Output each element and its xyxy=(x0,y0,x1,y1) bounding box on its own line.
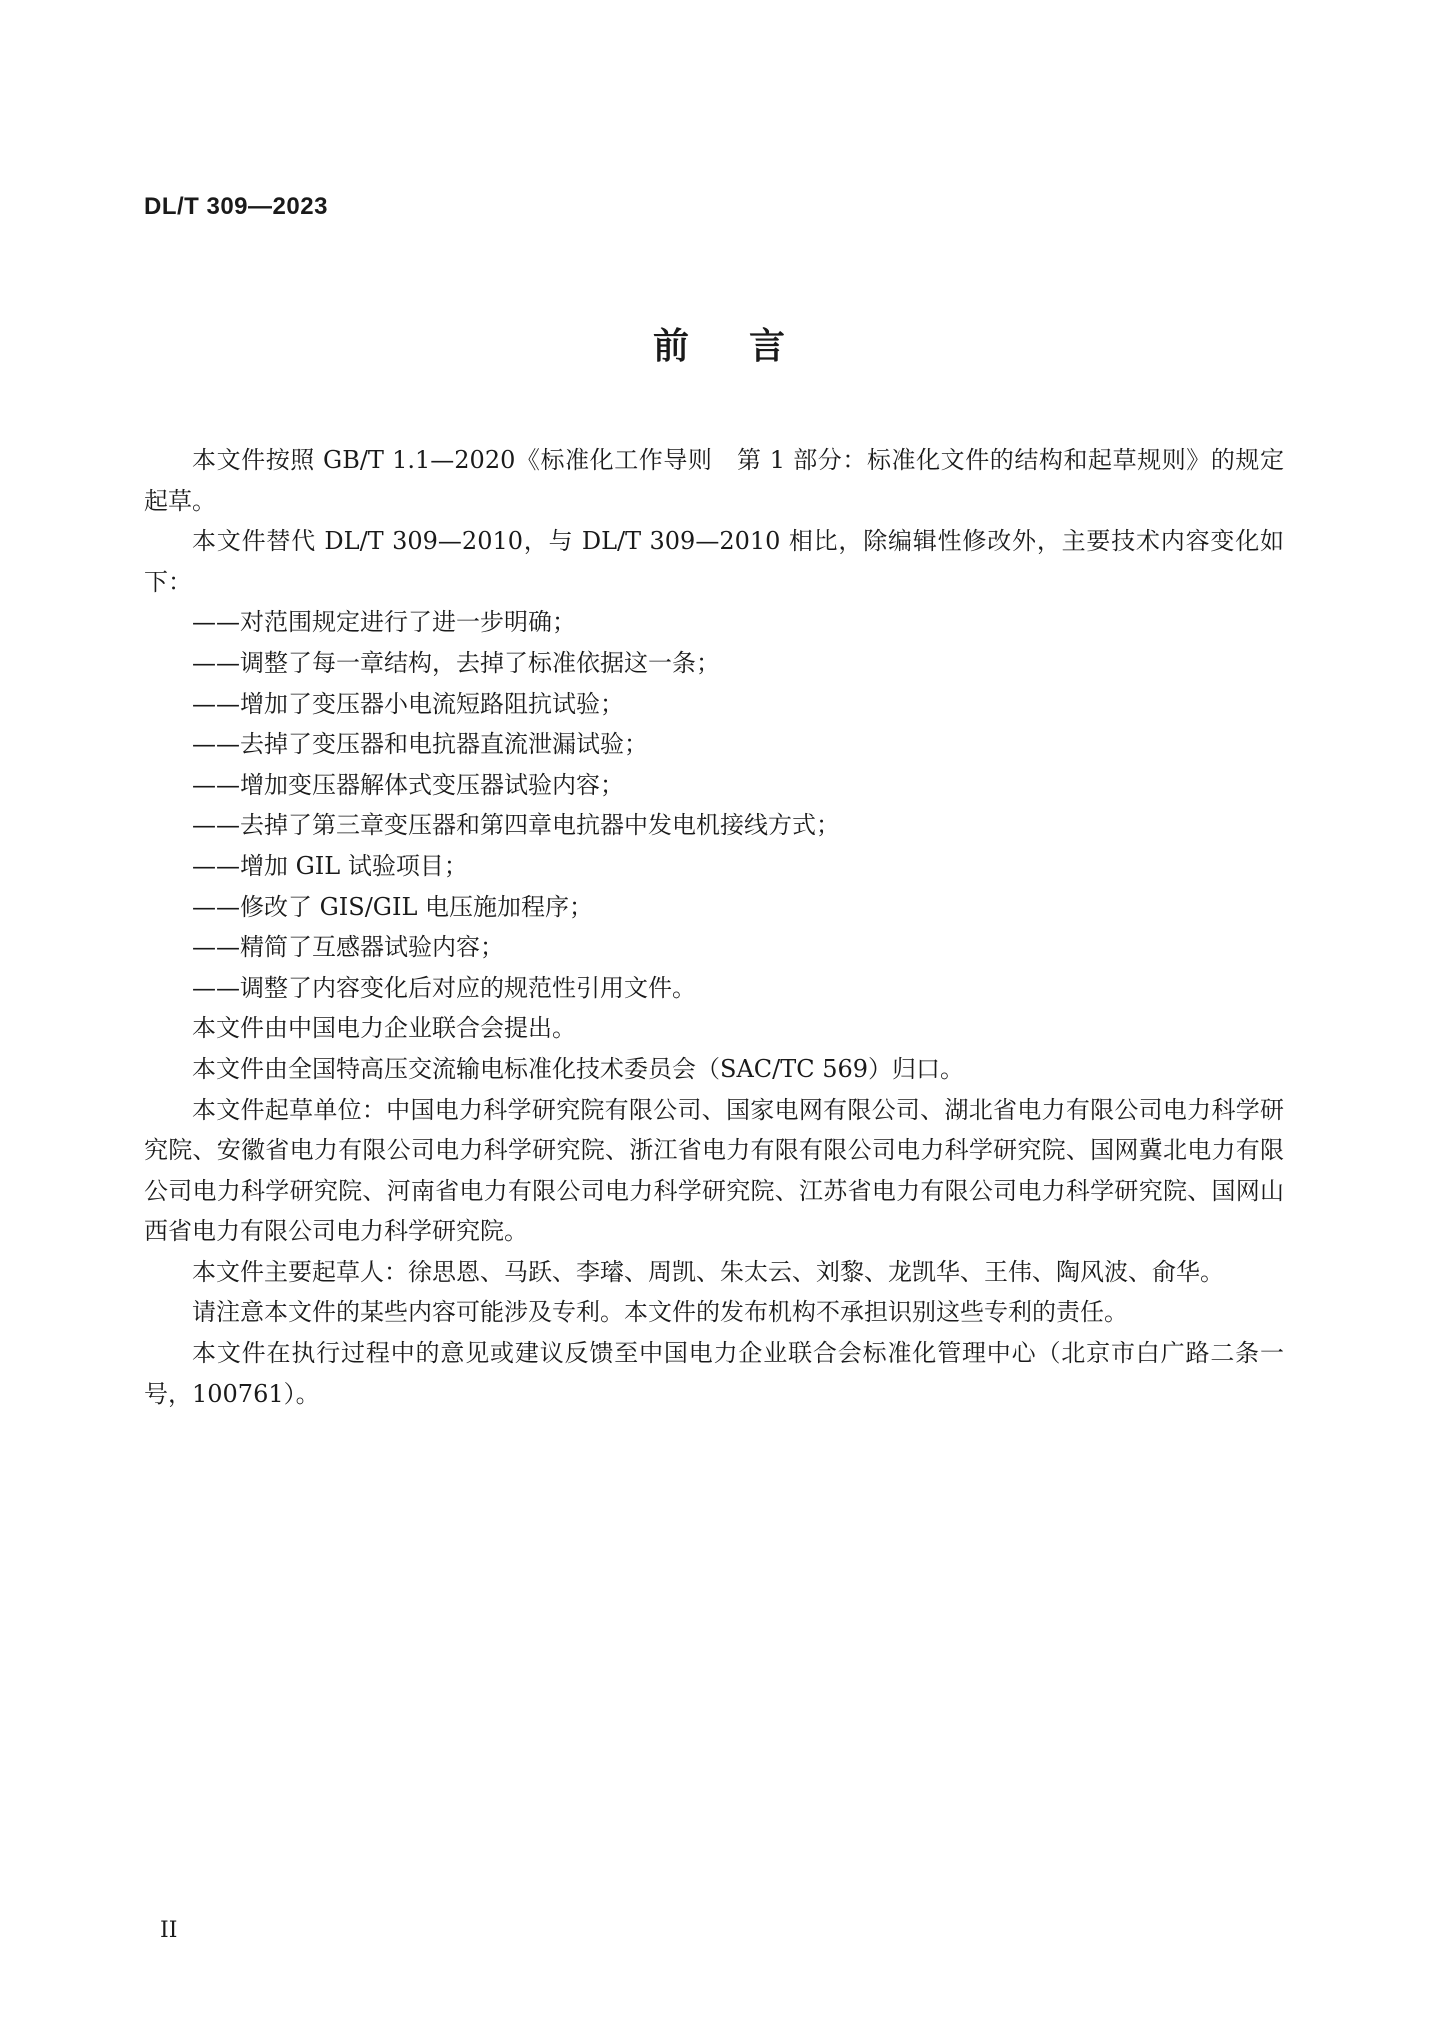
document-body xyxy=(144,440,1284,1414)
list-item: ——对范围规定进行了进一步明确； xyxy=(192,608,576,637)
paragraph-feedback: 本文件在执行过程中的意见或建议反馈至中国电力企业联合会标准化管理中心（北京市白广路二条一号，100761）。 xyxy=(144,1339,1284,1408)
paragraph-committee: 本文件由全国特高压交流输电标准化技术委员会（SAC/TC 569）归口。 xyxy=(192,1054,965,1083)
list-item: ——精简了互感器试验内容； xyxy=(192,933,504,962)
paragraph-replacement: 本文件替代 DL/T 309—2010，与 DL/T 309—2010 相比，除编辑性修改外，主要技术内容变化如下： xyxy=(144,527,1284,596)
paragraph-drafting-units: 本文件起草单位：中国电力科学研究院有限公司、国家电网有限公司、湖北省电力有限公司电力科学研究院、安徽省电力有限公司电力科学研究院、浙江省电力有限有限公司电力科学研究院、国网冀北电力有限公司电力科学研究院、河南省电力有限公司电力科学研究院、江苏省电力有限公司电力科学研究院、国网山西省电力有限公司电力科学研究院。 xyxy=(144,1095,1284,1246)
list-item: ——增加变压器解体式变压器试验内容； xyxy=(192,770,624,799)
list-item: ——增加 GIL 试验项目； xyxy=(192,851,468,880)
document-code: DL/T 309—2023 xyxy=(144,193,328,220)
page-title: 前言 xyxy=(652,326,845,367)
list-item: ——调整了内容变化后对应的规范性引用文件。 xyxy=(192,973,696,1002)
changes-list xyxy=(144,602,1284,1008)
page-number: II xyxy=(160,1918,178,1943)
list-item: ——调整了每一章结构，去掉了标准依据这一条； xyxy=(192,648,720,677)
paragraph-drafters: 本文件主要起草人：徐思恩、马跃、李璿、周凯、朱太云、刘黎、龙凯华、王伟、陶风波、俞华。 xyxy=(192,1257,1224,1286)
list-item: ——增加了变压器小电流短路阻抗试验； xyxy=(192,689,624,718)
list-item: ——去掉了第三章变压器和第四章电抗器中发电机接线方式； xyxy=(192,811,840,840)
paragraph-drafting-rules: 本文件按照 GB/T 1.1—2020《标准化工作导则 第 1 部分：标准化文件的结构和起草规则》的规定起草。 xyxy=(144,446,1284,515)
paragraph-patent-notice: 请注意本文件的某些内容可能涉及专利。本文件的发布机构不承担识别这些专利的责任。 xyxy=(192,1298,1128,1327)
paragraph-proposer: 本文件由中国电力企业联合会提出。 xyxy=(192,1014,576,1043)
list-item: ——去掉了变压器和电抗器直流泄漏试验； xyxy=(192,730,648,759)
list-item: ——修改了 GIS/GIL 电压施加程序； xyxy=(192,892,594,921)
